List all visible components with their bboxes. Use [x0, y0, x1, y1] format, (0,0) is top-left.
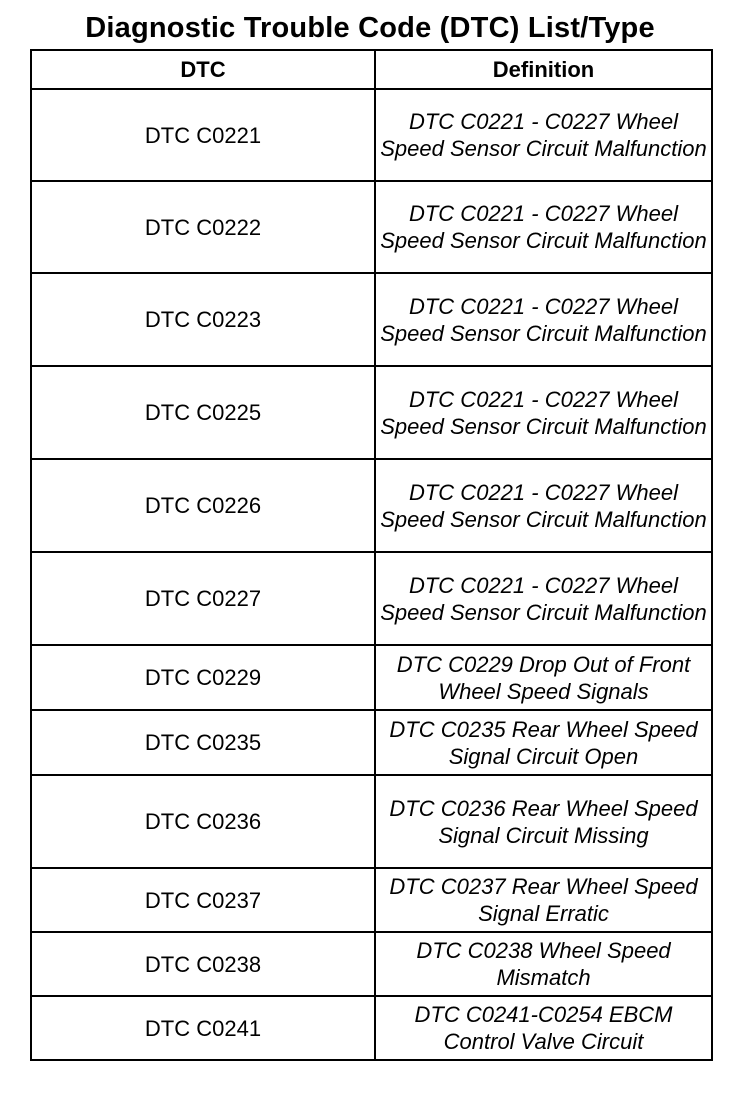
table-row: [31, 181, 712, 273]
definition-cell: DTC C0238 Wheel Speed Mismatch: [375, 932, 712, 996]
dtc-code-cell: DTC C0221: [31, 89, 375, 181]
table-row: [31, 89, 712, 181]
definition-cell: DTC C0221 - C0227 Wheel Speed Sensor Circuit Malfunction: [375, 366, 712, 459]
definition-cell: DTC C0241-C0254 EBCM Control Valve Circuit: [375, 996, 712, 1060]
dtc-code-cell: DTC C0238: [31, 932, 375, 996]
dtc-code-cell: DTC C0235: [31, 710, 375, 775]
definition-cell: DTC C0229 Drop Out of Front Wheel Speed Signals: [375, 645, 712, 710]
definition-cell: DTC C0221 - C0227 Wheel Speed Sensor Circuit Malfunction: [375, 459, 712, 552]
definition-cell: DTC C0221 - C0227 Wheel Speed Sensor Circuit Malfunction: [375, 181, 712, 273]
definition-cell: DTC C0221 - C0227 Wheel Speed Sensor Circuit Malfunction: [375, 552, 712, 645]
dtc-code-cell: DTC C0236: [31, 775, 375, 868]
table-row: [31, 366, 712, 459]
dtc-table: [30, 49, 713, 1061]
dtc-code-cell: DTC C0237: [31, 868, 375, 932]
table-row: [31, 645, 712, 710]
table-row: [31, 996, 712, 1060]
dtc-code-cell: DTC C0227: [31, 552, 375, 645]
page-title: Diagnostic Trouble Code (DTC) List/Type: [85, 12, 655, 44]
definition-cell: DTC C0221 - C0227 Wheel Speed Sensor Circuit Malfunction: [375, 89, 712, 181]
column-header-dtc: DTC: [31, 50, 375, 89]
table-row: [31, 868, 712, 932]
table-row: [31, 775, 712, 868]
column-header-definition: Definition: [375, 50, 712, 89]
definition-cell: DTC C0221 - C0227 Wheel Speed Sensor Circuit Malfunction: [375, 273, 712, 366]
definition-cell: DTC C0236 Rear Wheel Speed Signal Circuit Missing: [375, 775, 712, 868]
table-row: [31, 459, 712, 552]
dtc-code-cell: DTC C0241: [31, 996, 375, 1060]
dtc-code-cell: DTC C0226: [31, 459, 375, 552]
table-header-row: [31, 50, 712, 89]
definition-cell: DTC C0235 Rear Wheel Speed Signal Circuit Open: [375, 710, 712, 775]
table-row: [31, 273, 712, 366]
dtc-code-cell: DTC C0225: [31, 366, 375, 459]
table-row: [31, 932, 712, 996]
dtc-code-cell: DTC C0229: [31, 645, 375, 710]
table-row: [31, 552, 712, 645]
dtc-code-cell: DTC C0223: [31, 273, 375, 366]
table-row: [31, 710, 712, 775]
dtc-code-cell: DTC C0222: [31, 181, 375, 273]
definition-cell: DTC C0237 Rear Wheel Speed Signal Erratic: [375, 868, 712, 932]
